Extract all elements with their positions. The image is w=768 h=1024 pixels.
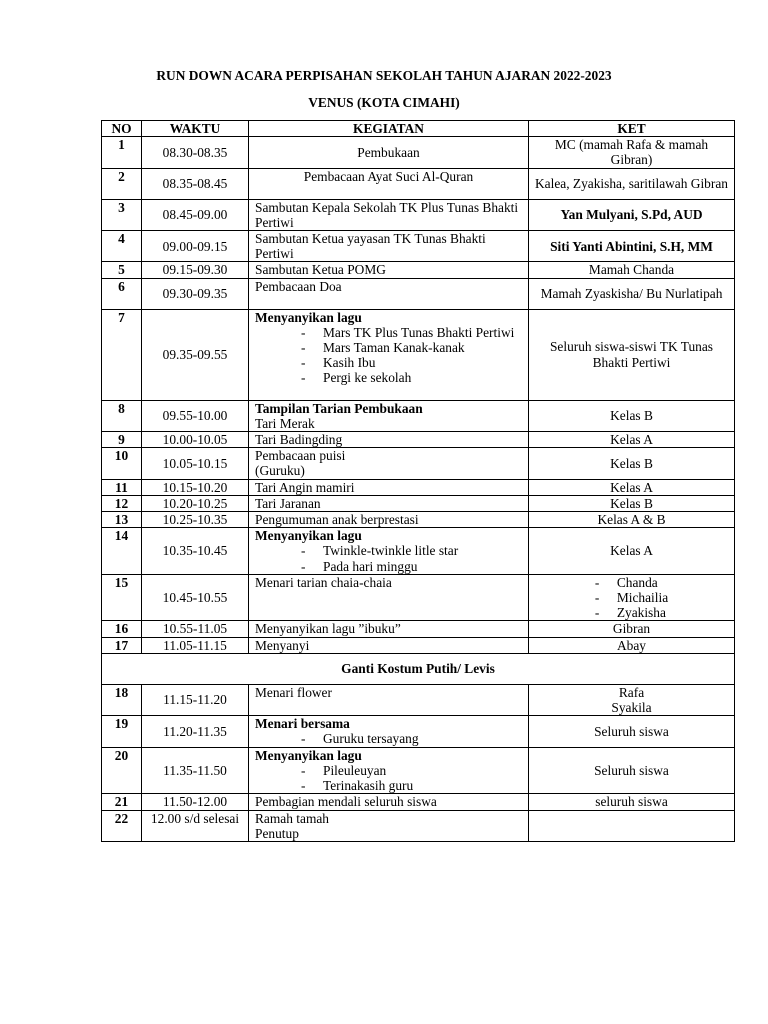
row-note: [529, 574, 735, 621]
row-time: 08.30-08.35: [142, 137, 249, 168]
list-item: - Kasih Ibu: [255, 355, 522, 370]
row-note: [529, 810, 735, 841]
table-row: [102, 231, 735, 262]
row-number: 10: [102, 448, 142, 479]
table-row: [102, 495, 735, 511]
row-time: 10.00-10.05: [142, 432, 249, 448]
song-list: [255, 763, 522, 793]
row-note: Yan Mulyani, S.Pd, AUD: [529, 199, 735, 230]
performer-list: [595, 575, 668, 621]
list-item: - Terinakasih guru: [255, 778, 522, 793]
row-time: 11.05-11.15: [142, 637, 249, 653]
row-note: MC (mamah Rafa & mamah Gibran): [529, 137, 735, 168]
table-row: [102, 574, 735, 621]
table-row: [102, 479, 735, 495]
table-row: [102, 512, 735, 528]
row-number: 17: [102, 637, 142, 653]
activity-heading: Tampilan Tarian Pembukaan: [255, 400, 423, 416]
activity-detail: (Guruku): [255, 463, 305, 479]
table-row: [102, 199, 735, 230]
row-activity: [249, 810, 529, 841]
row-activity: Sambutan Ketua POMG: [249, 262, 529, 278]
row-note: Seluruh siswa-siswi TK Tunas Bhakti Pertiwi: [529, 309, 735, 400]
row-number: 3: [102, 199, 142, 230]
song-list: [255, 543, 522, 573]
row-time: 11.20-11.35: [142, 716, 249, 747]
row-note: Siti Yanti Abintini, S.H, MM: [529, 231, 735, 262]
row-activity: Tari Angin mamiri: [249, 479, 529, 495]
row-number: 21: [102, 794, 142, 810]
row-number: 14: [102, 528, 142, 575]
row-activity: [249, 400, 529, 431]
row-activity: Menyanyikan lagu ”ibuku”: [249, 621, 529, 637]
row-activity: Menari tarian chaia-chaia: [249, 574, 529, 621]
row-time: 10.15-10.20: [142, 479, 249, 495]
header-activity: KEGIATAN: [249, 121, 529, 137]
header-note: KET: [529, 121, 735, 137]
list-item: - Twinkle-twinkle litle star: [255, 543, 522, 558]
row-note: Seluruh siswa: [529, 747, 735, 794]
row-note: Kelas A: [529, 432, 735, 448]
table-row: [102, 794, 735, 810]
section-break: Ganti Kostum Putih/ Levis: [102, 653, 735, 684]
activity-heading: Menyanyikan lagu: [255, 528, 362, 544]
row-note: Kelas A: [529, 479, 735, 495]
row-number: 6: [102, 278, 142, 309]
row-note: Mamah Chanda: [529, 262, 735, 278]
row-number: 19: [102, 716, 142, 747]
row-time: 08.35-08.45: [142, 168, 249, 199]
section-break-row: [102, 653, 735, 684]
note-line: Rafa: [618, 684, 645, 700]
note-line: Syakila: [611, 700, 652, 716]
song-list: [255, 325, 522, 386]
row-activity: [249, 448, 529, 479]
row-note: seluruh siswa: [529, 794, 735, 810]
row-note: Kelas A: [529, 528, 735, 575]
table-row: [102, 262, 735, 278]
row-activity: Sambutan Kepala Sekolah TK Plus Tunas Bhakti Pertiwi: [249, 199, 529, 230]
row-number: 15: [102, 574, 142, 621]
table-row: [102, 747, 735, 794]
header-no: NO: [102, 121, 142, 137]
row-activity: Menyanyi: [249, 637, 529, 653]
row-number: 9: [102, 432, 142, 448]
list-item: - Pergi ke sekolah: [255, 370, 522, 385]
row-time: 09.55-10.00: [142, 400, 249, 431]
table-header-row: [102, 121, 735, 137]
row-time: 12.00 s/d selesai: [142, 810, 249, 841]
row-activity: [249, 716, 529, 747]
row-number: 13: [102, 512, 142, 528]
table-row: [102, 400, 735, 431]
row-time: 11.50-12.00: [142, 794, 249, 810]
row-time: 09.00-09.15: [142, 231, 249, 262]
table-row: [102, 716, 735, 747]
row-activity: [249, 747, 529, 794]
table-row: [102, 432, 735, 448]
row-note: Kalea, Zyakisha, saritilawah Gibran: [529, 168, 735, 199]
row-note: Abay: [529, 637, 735, 653]
activity-heading: Menari bersama: [255, 716, 350, 732]
row-activity: Menari flower: [249, 684, 529, 715]
table-row: [102, 168, 735, 199]
row-activity: Tari Jaranan: [249, 495, 529, 511]
activity-detail: Penutup: [255, 825, 299, 841]
row-note: Gibran: [529, 621, 735, 637]
row-note: [529, 684, 735, 715]
row-time: 10.35-10.45: [142, 528, 249, 575]
row-note: Kelas B: [529, 448, 735, 479]
row-number: 1: [102, 137, 142, 168]
row-number: 20: [102, 747, 142, 794]
table-row: [102, 684, 735, 715]
row-activity: Pembukaan: [249, 137, 529, 168]
list-item: - Mars Taman Kanak-kanak: [255, 340, 522, 355]
row-number: 4: [102, 231, 142, 262]
row-time: 10.55-11.05: [142, 621, 249, 637]
table-row: [102, 637, 735, 653]
row-time: 08.45-09.00: [142, 199, 249, 230]
list-item: - Chanda: [595, 575, 668, 590]
list-item: - Pileuleuyan: [255, 763, 522, 778]
row-activity: Pembacaan Ayat Suci Al-Quran: [249, 168, 529, 199]
activity-heading: Ramah tamah: [255, 810, 329, 826]
table-row: [102, 528, 735, 575]
row-time: 09.30-09.35: [142, 278, 249, 309]
table-row: [102, 137, 735, 168]
song-list: [255, 731, 522, 746]
table-row: [102, 621, 735, 637]
row-number: 11: [102, 479, 142, 495]
row-number: 8: [102, 400, 142, 431]
activity-heading: Menyanyikan lagu: [255, 747, 362, 763]
activity-heading: Pembacaan puisi: [255, 448, 346, 464]
table-row: [102, 278, 735, 309]
table-row: [102, 448, 735, 479]
activity-detail: Tari Merak: [255, 415, 315, 431]
row-activity: Pengumuman anak berprestasi: [249, 512, 529, 528]
row-time: 10.45-10.55: [142, 574, 249, 621]
list-item: - Zyakisha: [595, 605, 668, 620]
header-time: WAKTU: [142, 121, 249, 137]
row-number: 16: [102, 621, 142, 637]
list-item: - Michailia: [595, 590, 668, 605]
row-note: Kelas A & B: [529, 512, 735, 528]
row-number: 7: [102, 309, 142, 400]
row-time: 09.35-09.55: [142, 309, 249, 400]
row-number: 18: [102, 684, 142, 715]
list-item: - Pada hari minggu: [255, 559, 522, 574]
table-row: [102, 810, 735, 841]
row-activity: Pembacaan Doa: [249, 278, 529, 309]
row-activity: Pembagian mendali seluruh siswa: [249, 794, 529, 810]
row-activity: [249, 528, 529, 575]
row-number: 5: [102, 262, 142, 278]
row-time: 09.15-09.30: [142, 262, 249, 278]
row-activity: Sambutan Ketua yayasan TK Tunas Bhakti Pertiwi: [249, 231, 529, 262]
row-number: 22: [102, 810, 142, 841]
list-item: - Guruku tersayang: [255, 731, 522, 746]
row-time: 10.05-10.15: [142, 448, 249, 479]
activity-heading: Menyanyikan lagu: [255, 309, 362, 325]
row-activity: [249, 309, 529, 400]
document-title: RUN DOWN ACARA PERPISAHAN SEKOLAH TAHUN AJARAN 2022-2023: [156, 68, 612, 83]
row-note: Mamah Zyaskisha/ Bu Nurlatipah: [529, 278, 735, 309]
row-note: Kelas B: [529, 400, 735, 431]
row-time: 10.25-10.35: [142, 512, 249, 528]
row-note: Kelas B: [529, 495, 735, 511]
row-note: Seluruh siswa: [529, 716, 735, 747]
row-activity: Tari Badingding: [249, 432, 529, 448]
rundown-table: [101, 120, 735, 842]
document-subtitle: VENUS (KOTA CIMAHI): [308, 95, 460, 110]
row-number: 12: [102, 495, 142, 511]
row-time: 11.15-11.20: [142, 684, 249, 715]
table-row: [102, 309, 735, 400]
row-time: 10.20-10.25: [142, 495, 249, 511]
list-item: - Mars TK Plus Tunas Bhakti Pertiwi: [255, 325, 522, 340]
row-number: 2: [102, 168, 142, 199]
row-time: 11.35-11.50: [142, 747, 249, 794]
